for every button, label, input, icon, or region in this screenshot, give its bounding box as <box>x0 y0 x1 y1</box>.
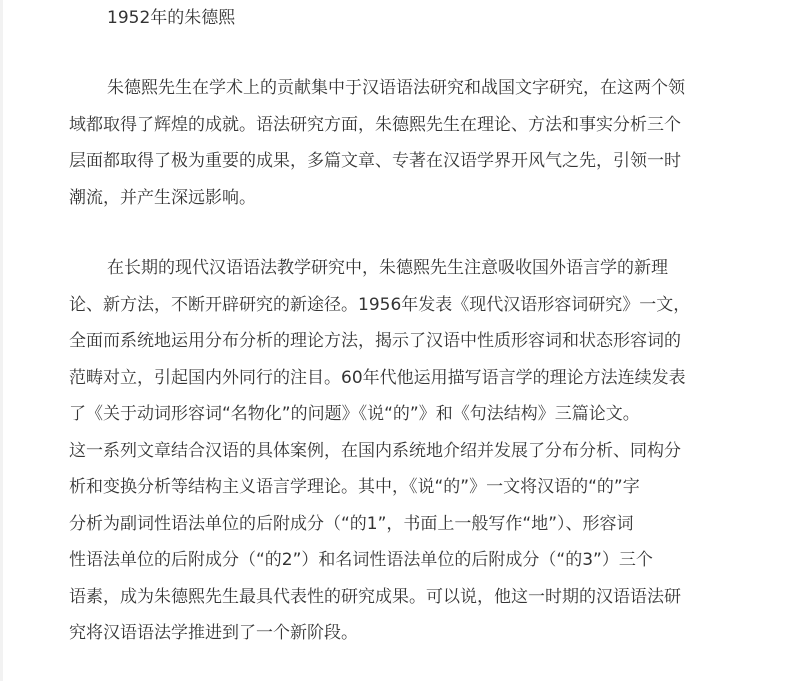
paragraph-line: 语素，成为朱德熙先生最具代表性的研究成果。可以说，他这一时期的汉语语法研 <box>69 586 681 607</box>
paragraph-line: 全面而系统地运用分布分析的理论方法，揭示了汉语中性质形容词和状态形容词的 <box>69 331 681 351</box>
paragraph-line: 性语法单位的后附成分（“的2”）和名词性语法单位的后附成分（“的3”）三个 <box>69 550 653 570</box>
paragraph-line: 论、新方法，不断开辟研究的新途径。1956年发表《现代汉语形容词研究》一文， <box>69 294 691 315</box>
paragraph-line: 朱德熙先生在学术上的贡献集中于汉语语法研究和战国文字研究，在这两个领 <box>107 78 685 98</box>
paragraph-line: 范畴对立，引起国内外同行的注目。60年代他运用描写语言学的理论方法连续发表 <box>69 367 686 388</box>
image-caption: 1952年的朱德熙 <box>107 8 236 28</box>
paragraph-line: 分析为副词性语法单位的后附成分（“的1”，书面上一般写作“地”）、形容词 <box>69 513 634 534</box>
paragraph-line: 在长期的现代汉语语法教学研究中，朱德熙先生注意吸收国外语言学的新理 <box>107 258 668 278</box>
paragraph-line: 析和变换分析等结构主义语言学理论。其中，《说“的”》一文将汉语的“的”字 <box>69 477 640 497</box>
paragraph-line: 这一系列文章结合汉语的具体案例，在国内系统地介绍并发展了分布分析、同构分 <box>69 440 681 461</box>
paragraph-1 <box>69 70 739 216</box>
paragraph-line: 究将汉语语法学推进到了一个新阶段。 <box>69 623 358 643</box>
paragraph-line: 层面都取得了极为重要的成果，多篇文章、专著在汉语学界开风气之先，引领一时 <box>69 151 681 171</box>
paragraph-line: 域都取得了辉煌的成就。语法研究方面，朱德熙先生在理论、方法和事实分析三个 <box>69 114 681 135</box>
paragraph-line: 了《关于动词形容词“名物化”的问题》《说“的”》和《句法结构》三篇论文。 <box>69 404 640 424</box>
paragraph-2 <box>69 250 739 652</box>
paragraph-line: 潮流，并产生深远影响。 <box>69 187 256 208</box>
